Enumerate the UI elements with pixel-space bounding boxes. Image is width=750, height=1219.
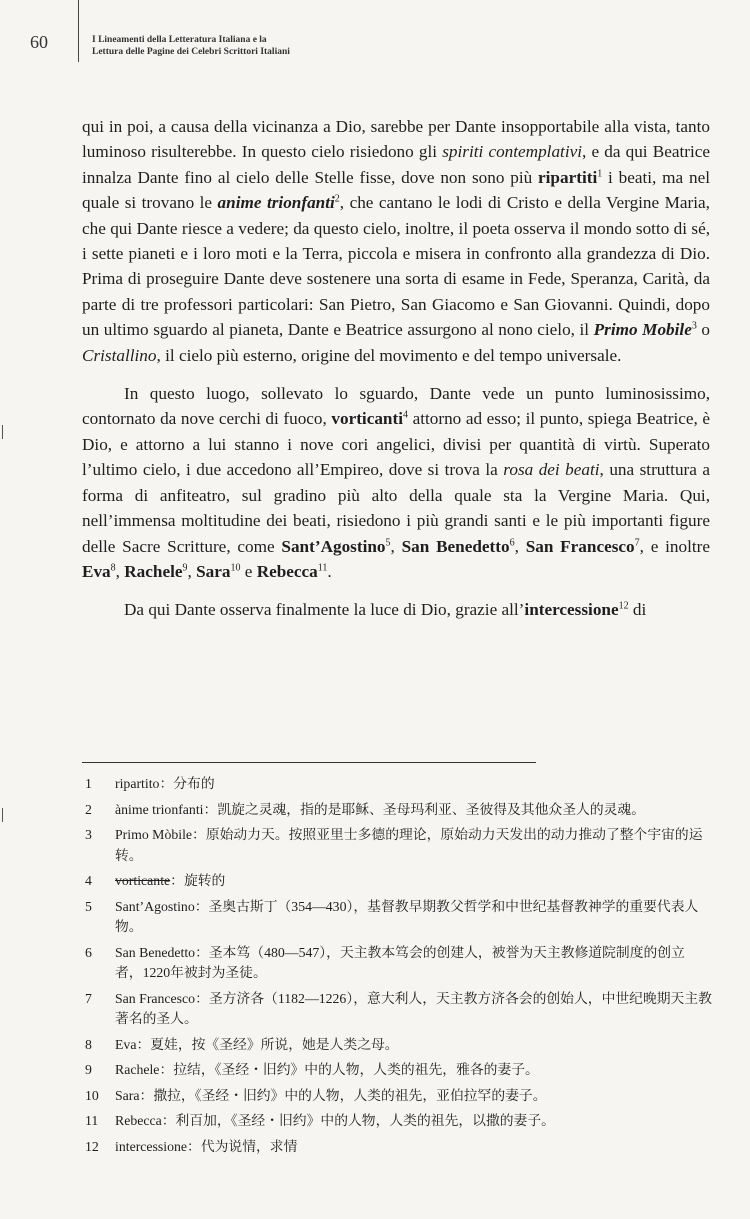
bold-term: intercessione bbox=[524, 600, 619, 620]
footnote-number: 8 bbox=[85, 1036, 92, 1052]
footnote-item bbox=[82, 1111, 712, 1132]
bold-term: Sant’Agostino bbox=[281, 536, 386, 556]
footnote-ref: 2 bbox=[334, 193, 340, 205]
text-run: , bbox=[390, 536, 402, 556]
footnote-ref: 3 bbox=[691, 320, 697, 332]
footnote-ref: 11 bbox=[317, 562, 328, 574]
paragraph-3 bbox=[82, 597, 710, 622]
footnote-separator: ： bbox=[170, 873, 184, 888]
footnote-ref: 4 bbox=[403, 409, 408, 421]
footnote-ref: 1 bbox=[597, 168, 603, 180]
italic-term: rosa dei beati bbox=[503, 460, 600, 480]
text-run: , e inoltre bbox=[639, 536, 710, 556]
footnote-separator: ： bbox=[139, 1087, 154, 1103]
footnote-ref: 9 bbox=[182, 562, 188, 574]
text-run: , bbox=[187, 561, 197, 581]
footnote-term: Eva bbox=[115, 1036, 137, 1052]
footnote-number: 6 bbox=[85, 944, 92, 960]
footnote-item bbox=[82, 1137, 712, 1158]
footnote-number: 1 bbox=[85, 776, 92, 791]
footnotes bbox=[82, 774, 712, 1162]
paragraph-1 bbox=[82, 114, 710, 368]
footnote-number: 7 bbox=[85, 990, 92, 1006]
bold-term: vorticanti bbox=[331, 409, 403, 429]
footnote-separator: ： bbox=[159, 1062, 174, 1077]
footnote-item bbox=[82, 774, 712, 795]
footnote-term: ripartito bbox=[115, 776, 160, 791]
footnote-term: San Francesco bbox=[115, 990, 196, 1006]
footnote-ref: 6 bbox=[509, 536, 515, 548]
footnote-definition: 拉结，《圣经・旧约》中的人物，人类的祖先，雅各的妻子。 bbox=[173, 1062, 539, 1077]
footnote-number: 11 bbox=[85, 1113, 99, 1128]
footnote-definition: 撒拉，《圣经・旧约》中的人物，人类的祖先，亚伯拉罕的妻子。 bbox=[153, 1087, 547, 1103]
footnote-item bbox=[82, 825, 712, 866]
footnote-separator: ： bbox=[203, 801, 218, 817]
text-run: . bbox=[327, 561, 332, 581]
bold-term: ripartiti bbox=[538, 167, 598, 187]
footnote-definition: 原始动力天。按照亚里士多德的理论，原始动力天发出的动力推动了整个宇宙的运转。 bbox=[115, 827, 703, 863]
italic-term: spiriti contemplativi bbox=[442, 142, 582, 162]
footnote-separator: ： bbox=[159, 776, 174, 791]
text-run: , il cielo più esterno, origine del movimento e del tempo universale. bbox=[156, 345, 622, 365]
footnote-divider bbox=[82, 762, 536, 763]
footnote-separator: ： bbox=[136, 1036, 151, 1052]
footnote-number: 3 bbox=[85, 827, 92, 842]
text-run: e bbox=[240, 561, 257, 581]
text-run: , che cantano le lodi di Cristo e della Vergine Maria, che qui Dante riesce a vedere; da questo cielo, inoltre, il poeta osserva il mondo sotto di sé, i sette pianeti e i loro moti e la Terra, piccola e misera in confronto alla grandezza di Dio. Prima di proseguire Dante deve sostenere una sorta di esame in Fede, Speranza, Carità, da parte di tre professori particolari: San Pietro, San Giacomo e San Giovanni. Quindi, dopo un ultimo sguardo al pianeta, Dante e Beatrice assurgono al nono cielo, il bbox=[82, 193, 710, 340]
paragraph-2 bbox=[82, 381, 710, 584]
footnote-definition: 旋转的 bbox=[183, 873, 226, 888]
running-head-line-1: I Lineamenti della Letteratura Italiana e la bbox=[92, 35, 267, 45]
footnote-item bbox=[82, 1086, 712, 1107]
footnote-separator: ： bbox=[192, 827, 206, 842]
text-run: , una struttura a forma di anfiteatro, sul gradino più alto della quale sta la Vergine Maria. Qui, nell’immensa moltitudine dei beati, risiedono i più grandi santi e le più importanti figure delle Sacre Scritture, come bbox=[82, 460, 710, 556]
footnote-number: 4 bbox=[85, 873, 92, 888]
bold-term: San Francesco bbox=[525, 536, 635, 556]
footnote-term: vorticante bbox=[115, 873, 171, 888]
footnote-item bbox=[82, 800, 712, 821]
footnote-term: Sara bbox=[115, 1087, 140, 1103]
text-run: , bbox=[514, 536, 526, 556]
header-divider bbox=[78, 0, 79, 62]
footnote-term: Sant’Agostino bbox=[115, 898, 195, 914]
footnote-item bbox=[82, 1035, 712, 1056]
footnote-item bbox=[82, 871, 712, 892]
bold-term: Eva bbox=[82, 561, 111, 581]
footnote-item bbox=[82, 897, 712, 938]
bold-term: Rebecca bbox=[256, 561, 318, 581]
bold-term: San Benedetto bbox=[401, 536, 510, 556]
text-run: o bbox=[696, 320, 710, 340]
footnote-definition: 圣本笃（480—547），天主教本笃会的创建人，被誉为天主教修道院制度的创立者，1220年被封为圣徒。 bbox=[115, 944, 685, 980]
text-run: i beati, ma nel quale si trovano le bbox=[82, 167, 710, 213]
footnote-term: Rebecca bbox=[115, 1113, 162, 1128]
footnote-separator: ： bbox=[194, 898, 209, 914]
running-head-line-2: Lettura delle Pagine dei Celebri Scrittori Italiani bbox=[92, 47, 290, 57]
text-run: In questo luogo, sollevato lo sguardo, Dante vede un punto luminosissimo, contornato da nove cerchi di fuoco, bbox=[82, 384, 710, 429]
footnote-separator: ： bbox=[161, 1113, 176, 1128]
footnote-ref: 5 bbox=[385, 536, 391, 548]
bold-term: Sara bbox=[196, 561, 231, 581]
text-run: attorno ad esso; il punto, spiega Beatrice, è Dio, e attorno a lui stanno i nove cori angelici, divisi per quantità di virtù. Superato l’ultimo cielo, i due accedono all’Empireo, dove si trova la bbox=[82, 409, 710, 480]
footnote-number: 5 bbox=[85, 898, 92, 914]
footnote-number: 10 bbox=[85, 1087, 99, 1103]
footnote-number: 12 bbox=[85, 1138, 99, 1154]
footnote-term: San Benedetto bbox=[115, 944, 196, 960]
footnote-number: 2 bbox=[85, 801, 92, 817]
page-number: 60 bbox=[30, 32, 48, 52]
footnote-term: intercessione bbox=[115, 1138, 188, 1154]
body-text bbox=[82, 114, 710, 636]
footnote-ref: 8 bbox=[110, 562, 116, 574]
footnote-separator: ： bbox=[195, 990, 209, 1006]
margin-mark bbox=[2, 808, 3, 822]
footnote-definition: 分布的 bbox=[173, 776, 215, 791]
text-run: Da qui Dante osserva finalmente la luce di Dio, grazie all’ bbox=[124, 600, 525, 620]
footnote-number: 9 bbox=[85, 1062, 92, 1077]
margin-mark bbox=[2, 425, 3, 439]
footnote-definition: 圣奥古斯丁（354—430），基督教早期教父哲学和中世纪基督教神学的重要代表人物。 bbox=[115, 898, 699, 934]
footnote-ref: 7 bbox=[634, 536, 640, 548]
text-run: , bbox=[115, 561, 125, 581]
text-run: di bbox=[628, 600, 647, 620]
italic-term: Cristallino bbox=[82, 345, 157, 365]
footnote-definition: 代为说情，求情 bbox=[200, 1138, 298, 1154]
footnote-separator: ： bbox=[187, 1138, 201, 1154]
footnote-term: Primo Mòbile bbox=[115, 827, 193, 842]
footnote-definition: 夏娃，按《圣经》所说，她是人类之母。 bbox=[150, 1036, 399, 1052]
footnote-item bbox=[82, 989, 712, 1030]
running-head bbox=[92, 34, 290, 58]
bold-term: Rachele bbox=[124, 561, 183, 581]
footnote-separator: ： bbox=[195, 944, 209, 960]
text-run: qui in poi, a causa della vicinanza a Dio, sarebbe per Dante insopportabile alla vista, tanto luminoso risulterebbe. In questo cielo risiedono gli bbox=[82, 117, 710, 162]
footnote-definition: 凯旋之灵魂，指的是耶稣、圣母玛利亚、圣彼得及其他众圣人的灵魂。 bbox=[217, 801, 646, 817]
footnote-ref: 10 bbox=[230, 562, 241, 574]
footnote-item bbox=[82, 943, 712, 984]
footnote-ref: 12 bbox=[618, 600, 629, 612]
footnote-term: ànime trionfanti bbox=[115, 801, 204, 817]
bold-italic-term: anime trionfanti bbox=[217, 193, 335, 213]
text-run: , e da qui Beatrice innalza Dante fino al cielo delle Stelle fisse, dove non sono più bbox=[82, 142, 710, 187]
footnote-term: Rachele bbox=[115, 1062, 160, 1077]
footnote-item bbox=[82, 1060, 712, 1081]
bold-italic-term: Primo Mobile bbox=[593, 320, 692, 340]
footnote-definition: 利百加，《圣经・旧约》中的人物，人类的祖先，以撒的妻子。 bbox=[175, 1113, 555, 1128]
footnote-definition: 圣方济各（1182—1226），意大利人，天主教方济各会的创始人，中世纪晚期天主教著名的圣人。 bbox=[115, 990, 712, 1026]
